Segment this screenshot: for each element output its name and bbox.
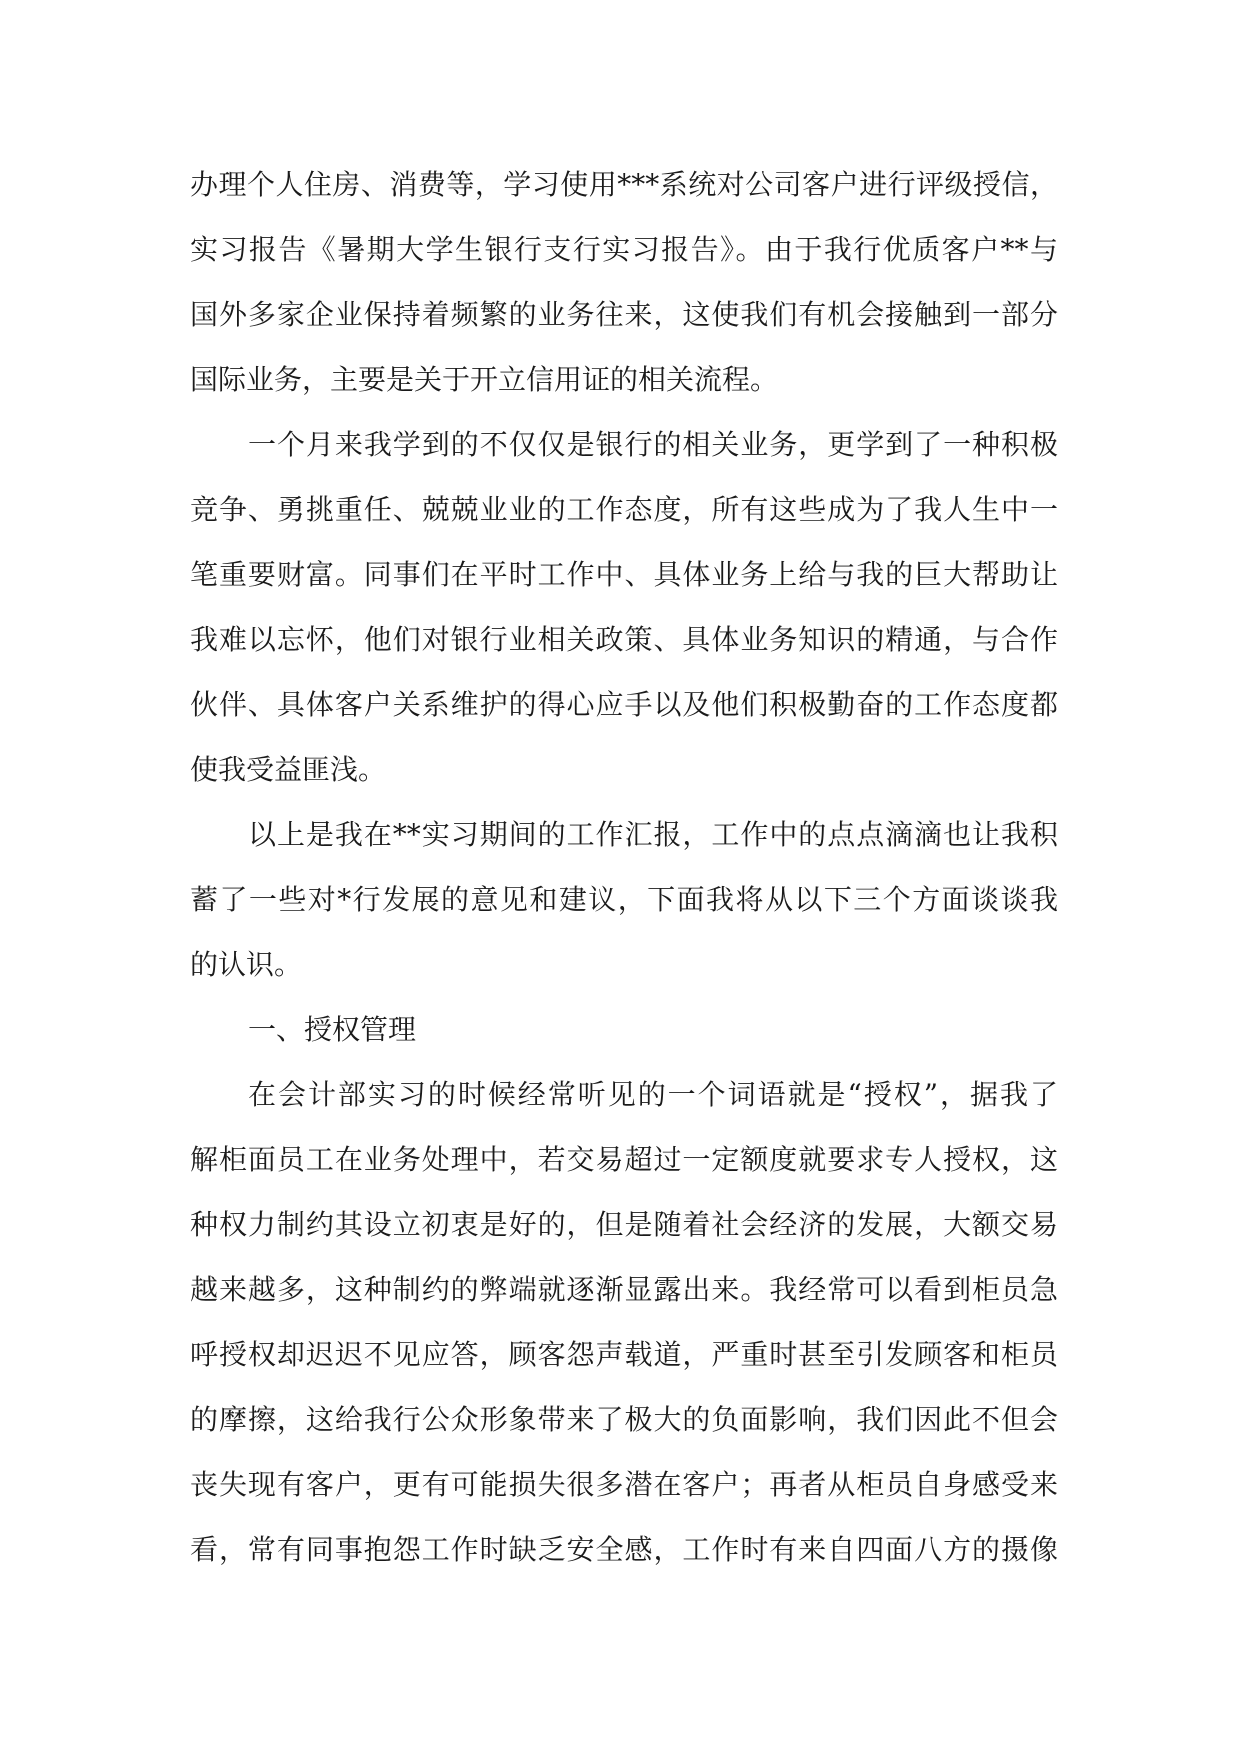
text-line: 笔重要财富。同事们在平时工作中、具体业务上给与我的巨大帮助让 — [190, 558, 1058, 591]
document-body — [190, 152, 1058, 1582]
text-line: 我难以忘怀，他们对银行业相关政策、具体业务知识的精通，与合作 — [190, 623, 1058, 656]
paragraph — [190, 412, 1058, 802]
text-line: 办理个人住房、消费等，学习使用***系统对公司客户进行评级授信， — [190, 168, 1058, 201]
text-line: 丧失现有客户，更有可能损失很多潜在客户；再者从柜员自身感受来 — [190, 1468, 1058, 1501]
text-line: 解柜面员工在业务处理中，若交易超过一定额度就要求专人授权，这 — [190, 1143, 1058, 1176]
text-line: 实习报告《暑期大学生银行支行实习报告》。由于我行优质客户**与 — [190, 233, 1058, 266]
section-heading — [190, 997, 1058, 1062]
text-line: 竞争、勇挑重任、兢兢业业的工作态度，所有这些成为了我人生中一 — [190, 493, 1058, 526]
text-line: 的认识。 — [190, 948, 303, 981]
text-line: 种权力制约其设立初衷是好的，但是随着社会经济的发展，大额交易 — [190, 1208, 1058, 1241]
text-line: 使我受益匪浅。 — [190, 753, 387, 786]
text-line: 越来越多，这种制约的弊端就逐渐显露出来。我经常可以看到柜员急 — [190, 1273, 1058, 1306]
text-line: 一个月来我学到的不仅仅是银行的相关业务，更学到了一种积极 — [248, 428, 1058, 461]
paragraph — [190, 152, 1058, 412]
paragraph — [190, 1062, 1058, 1582]
text-line: 蓄了一些对*行发展的意见和建议，下面我将从以下三个方面谈谈我 — [190, 883, 1058, 916]
heading-text: 一、授权管理 — [248, 1013, 417, 1046]
text-line: 呼授权却迟迟不见应答，顾客怨声载道，严重时甚至引发顾客和柜员 — [190, 1338, 1058, 1371]
text-line: 国外多家企业保持着频繁的业务往来，这使我们有机会接触到一部分 — [190, 298, 1058, 331]
text-line: 国际业务，主要是关于开立信用证的相关流程。 — [190, 363, 779, 396]
text-line: 在会计部实习的时候经常听见的一个词语就是“授权”，据我了 — [248, 1078, 1058, 1111]
text-line: 的摩擦，这给我行公众形象带来了极大的负面影响，我们因此不但会 — [190, 1403, 1058, 1436]
paragraph — [190, 802, 1058, 997]
text-line: 以上是我在**实习期间的工作汇报，工作中的点点滴滴也让我积 — [248, 818, 1058, 851]
text-line: 看，常有同事抱怨工作时缺乏安全感，工作时有来自四面八方的摄像 — [190, 1533, 1058, 1566]
text-line: 伙伴、具体客户关系维护的得心应手以及他们积极勤奋的工作态度都 — [190, 688, 1058, 721]
